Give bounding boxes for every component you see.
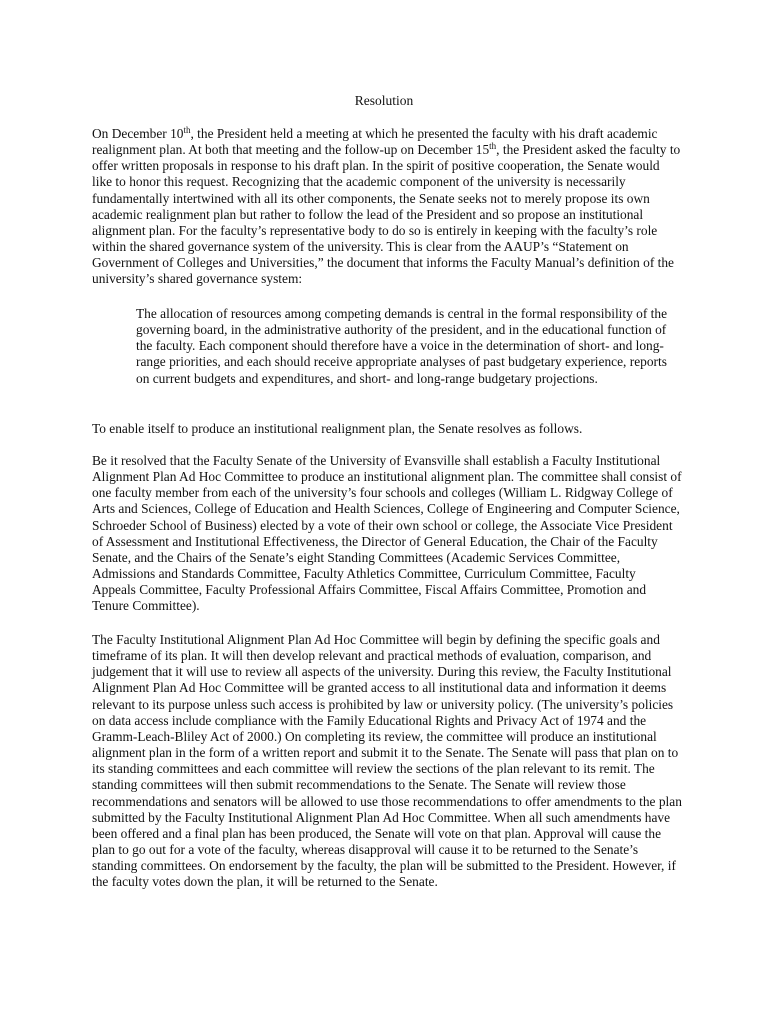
block-quote: The allocation of resources among competing demands is central in the formal responsibility of the governing board, in the administrative authority of the president, and in the educational function of the faculty. Each component should therefore have a voice in the determination of short- and long-range priorities, and each should receive appropriate analyses of past budgetary experience, reports on current budgets and expenditures, and short- and long-range budgetary projections. xyxy=(136,306,668,386)
intro-superscript-1: th xyxy=(183,125,191,135)
process-paragraph: The Faculty Institutional Alignment Plan Ad Hoc Committee will begin by defining the specific goals and timeframe of its plan. It will then develop relevant and practical methods of evaluation, comparison, and judgement that it will use to review all aspects of the university. During this review, the Faculty Institutional Alignment Plan Ad Hoc Committee will be granted access to all institutional data and information it deems relevant to its purpose unless such access is prohibited by law or university policy. (The university’s policies on data access include compliance with the Family Educational Rights and Privacy Act of 1974 and the Gramm-Leach-Bliley Act of 2000.) On completing its review, the committee will produce an institutional alignment plan in the form of a written report and submit it to the Senate. The Senate will pass that plan on to its standing committees and each committee will review the sections of the plan relevant to its remit. The standing committees will then submit recommendations to the Senate. The Senate will review those recommendations and senators will be allowed to use those recommendations to offer amendments to the plan submitted by the Faculty Institutional Alignment Plan Ad Hoc Committee. When all such amendments have been offered and a final plan has been produced, the Senate will vote on that plan. Approval will cause the plan to go out for a vote of the faculty, whereas disapproval will cause it to be returned to the Senate’s standing committees. On endorsement by the faculty, the plan will be submitted to the President. However, if the faculty votes down the plan, it will be returned to the Senate. xyxy=(92,632,682,890)
intro-text-part1: On December 10 xyxy=(92,126,184,141)
intro-superscript-2: th xyxy=(489,141,497,152)
enable-paragraph: To enable itself to produce an institutional realignment plan, the Senate resolves as follows. xyxy=(92,421,583,436)
intro-text-part2: , the President held a meeting at which he presented the faculty with his draft academic realignment plan. At both that meeting and the follow-up on December 15 xyxy=(92,126,658,158)
intro-text-part3: , the President asked the faculty to offer written proposals in response to his draft plan. In the spirit of positive cooperation, the Senate would like to honor this request. Recognizing that the academic component of the university is necessarily fundamentally intertwined with all its other components, the Senate seeks not to merely propose its own academic realignment plan but rather to follow the lead of the President and so propose an institutional alignment plan. For the faculty’s representative body to do so is entirely in keeping with the faculty’s role within the shared governance system of the university. This is clear from the AAUP’s “Statement on Government of Colleges and Universities,” the document that informs the Faculty Manual’s definition of the university’s shared governance system: xyxy=(92,142,681,287)
document-title: Resolution xyxy=(354,93,414,108)
resolved-paragraph: Be it resolved that the Faculty Senate of the University of Evansville shall establish a Faculty Institutional Alignment Plan Ad Hoc Committee to produce an institutional alignment plan. The committee shall consist of one faculty member from each of the university’s four schools and colleges (William L. Ridgway College of Arts and Sciences, College of Education and Health Sciences, College of Engineering and Computer Science, Schroeder School of Business) elected by a vote of their own school or college, the Associate Vice President of Assessment and Institutional Effectiveness, the Director of General Education, the Chair of the Faculty Senate, and the Chairs of the Senate’s eight Standing Committees (Academic Services Committee, Admissions and Standards Committee, Faculty Athletics Committee, Curriculum Committee, Faculty Appeals Committee, Faculty Professional Affairs Committee, Fiscal Affairs Committee, Promotion and Tenure Committee). xyxy=(92,453,682,614)
intro-paragraph xyxy=(92,126,682,288)
